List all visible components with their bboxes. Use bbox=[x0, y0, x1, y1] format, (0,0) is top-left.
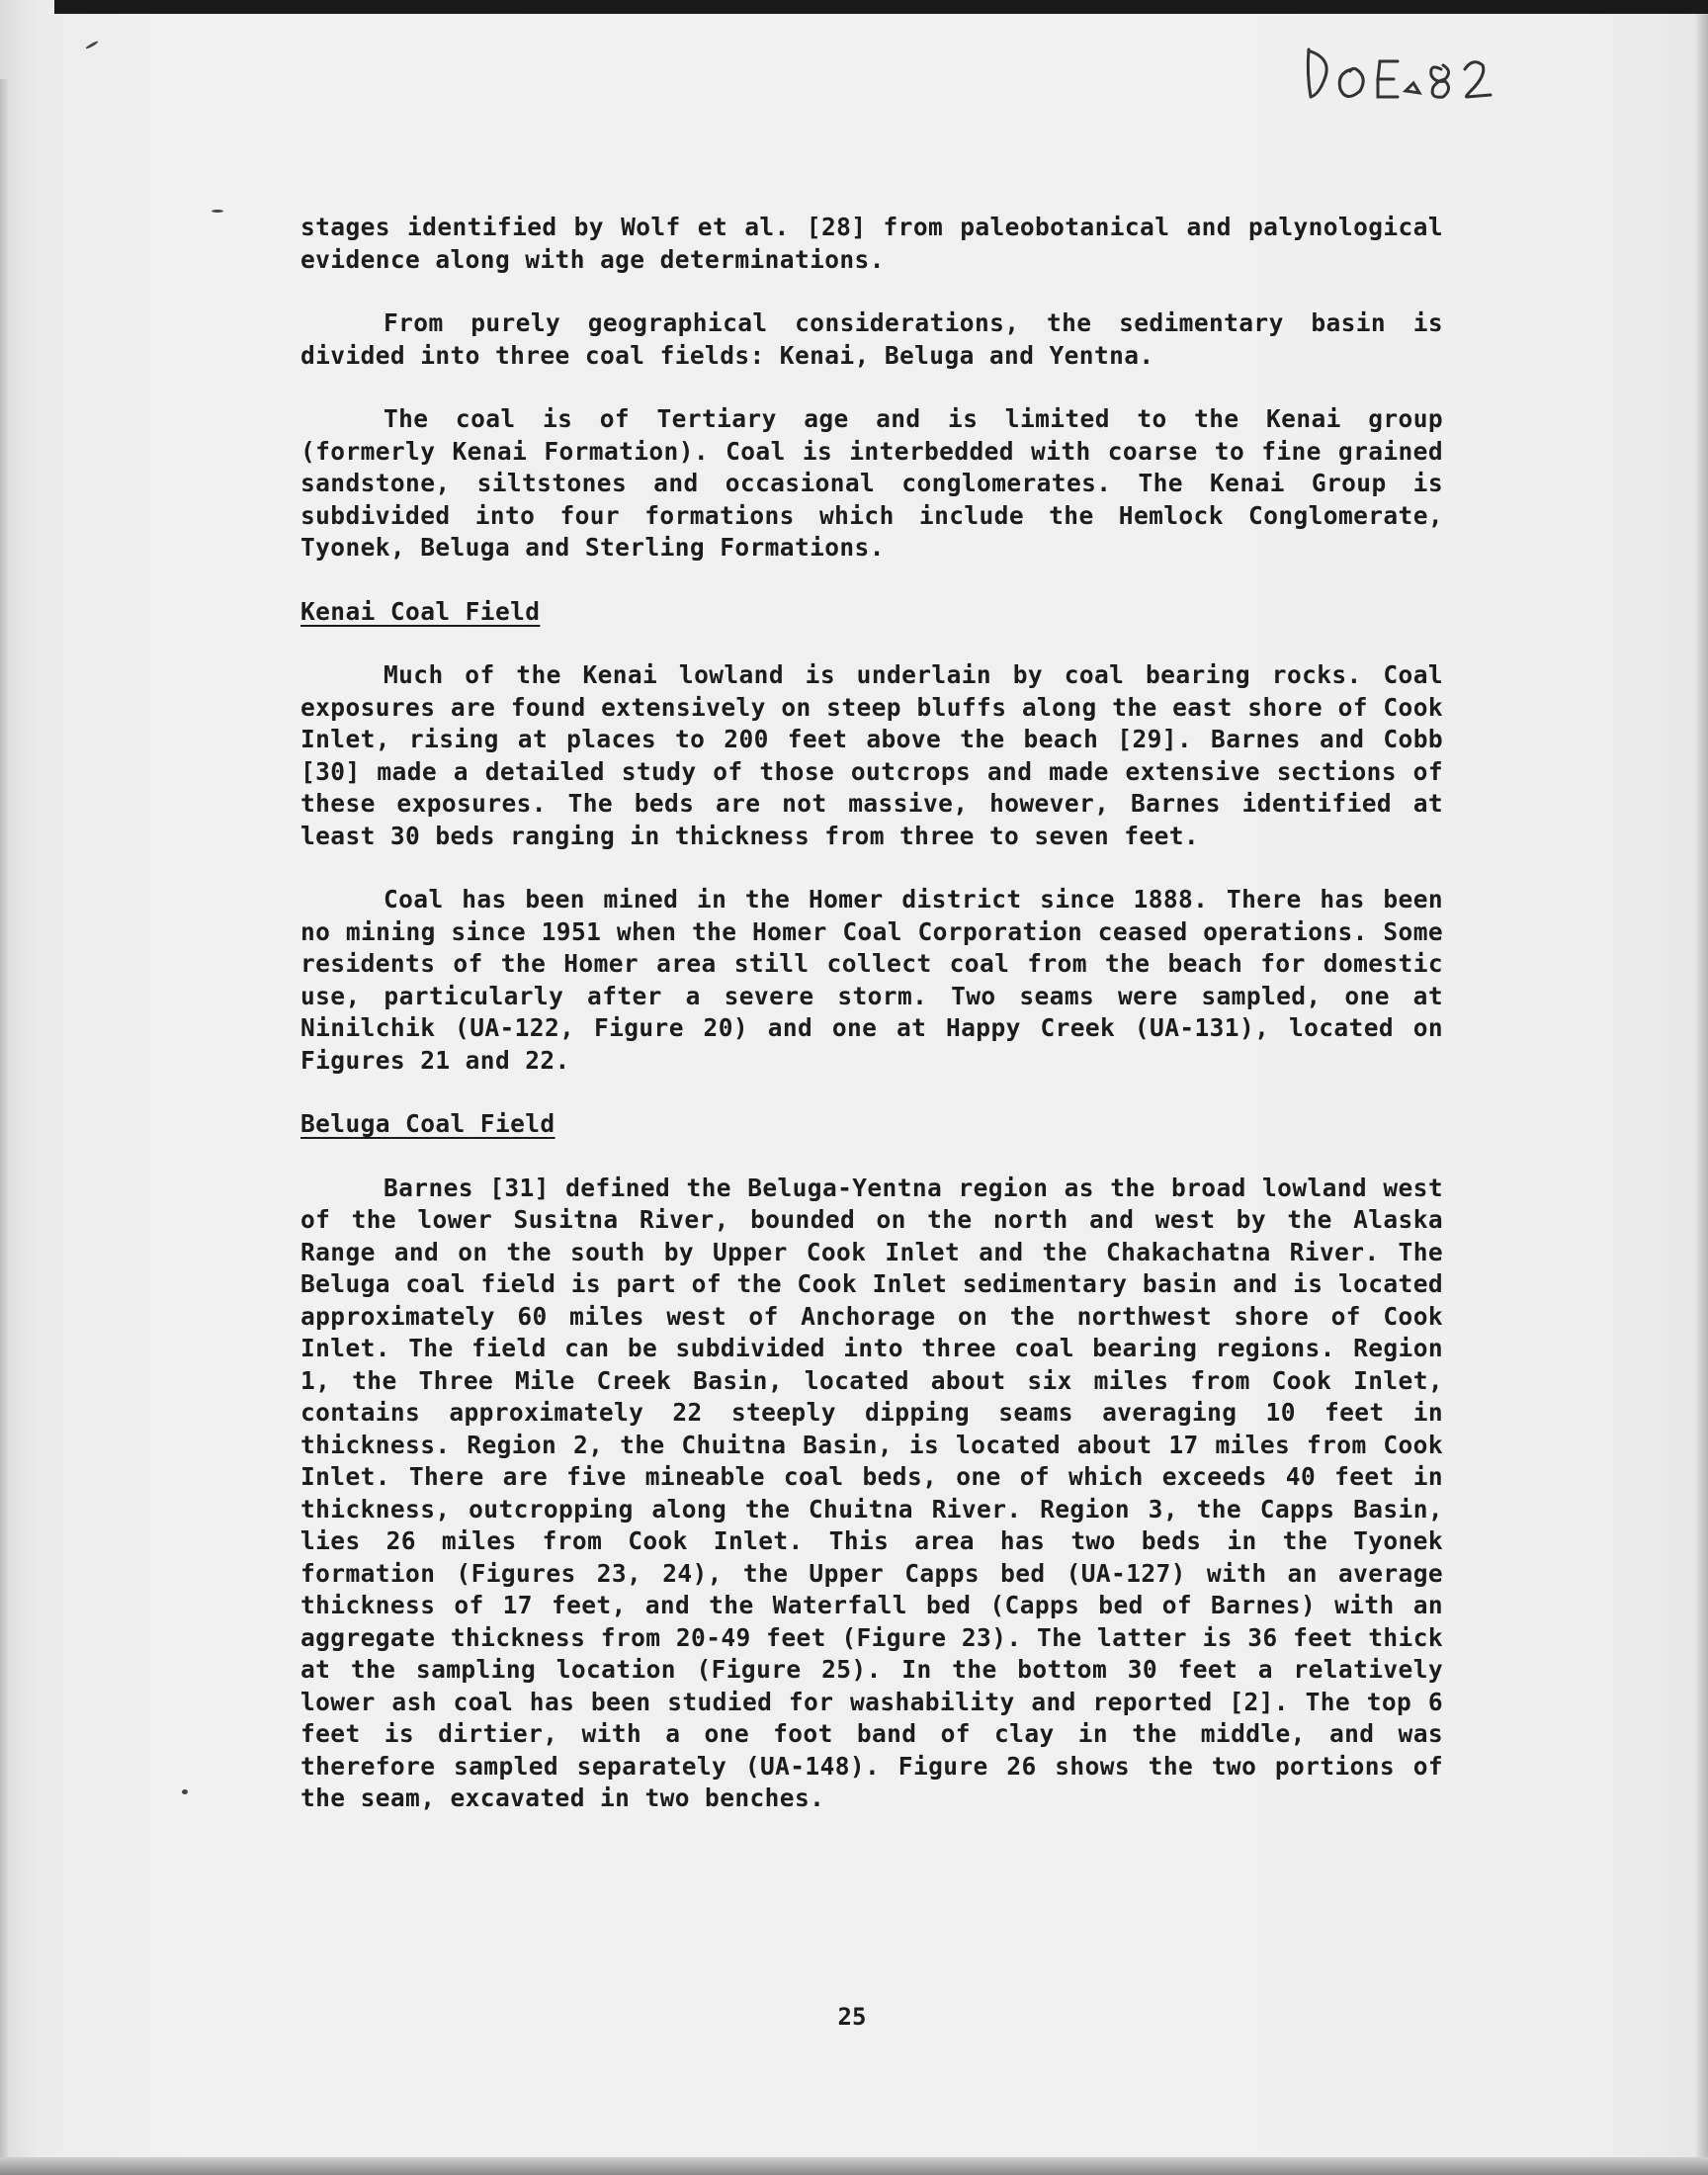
paragraph-homer-district: Coal has been mined in the Homer district since 1888. There has been no mining since 1951 when the Homer Coal Corporation ceased operations. Some residents of the Homer area still collect coal from the beach for domestic use, particularly after a severe storm. Two seams were sampled, one at Ninilchik (UA-122, Figure 20) and one at Happy Creek (UA-131), located on Figures 21 and 22. bbox=[300, 885, 1443, 1075]
heading-beluga-coal-field: Beluga Coal Field bbox=[300, 1109, 555, 1138]
paragraph-continuation: stages identified by Wolf et al. [28] from paleobotanical and palynological evidence along with age determinations. bbox=[300, 213, 1443, 274]
paragraph-coal-fields: From purely geographical considerations, the sedimentary basin is divided into three coal fields: Kenai, Beluga and Yentna. bbox=[300, 308, 1443, 370]
handwritten-stamp-icon bbox=[1303, 40, 1510, 109]
document-body bbox=[300, 212, 1443, 1847]
page-number: 25 bbox=[837, 2003, 867, 2031]
scan-speck bbox=[85, 41, 99, 50]
page-bottom-edge bbox=[0, 2157, 1708, 2175]
paragraph-beluga-yentna: Barnes [31] defined the Beluga-Yentna region as the broad lowland west of the lower Susitna River, bounded on the north and west by the Alaska Range and on the south by Upper Cook Inlet and the Chakachatna River. The Beluga coal field is part of the Cook Inlet sedimentary basin and is located approximately 60 miles west of Anchorage on the northwest shore of Cook Inlet. The field can be subdivided into three coal bearing regions. Region 1, the Three Mile Creek Basin, located about six miles from Cook Inlet, contains approximately 22 steeply dipping seams averaging 10 feet in thickness. Region 2, the Chuitna Basin, is located about 17 miles from Cook Inlet. There are five mineable coal beds, one of which exceeds 40 feet in thickness, outcropping along the Chuitna River. Region 3, the Capps Basin, lies 26 miles from Cook Inlet. This area has two beds in the Tyonek formation (Figures 23, 24), the Upper Capps bed (UA-127) with an average thickness of 17 feet, and the Waterfall bed (Capps bed of Barnes) with an aggregate thickness from 20-49 feet (Figure 23). The latter is 36 feet thick at the sampling location (Figure 25). In the bottom 30 feet a relatively lower ash coal has been studied for washability and reported [2]. The top 6 feet is dirtier, with a one foot band of clay in the middle, and was therefore sampled separately (UA-148). Figure 26 shows the two portions of the seam, excavated in two benches. bbox=[300, 1173, 1443, 1812]
page-top-edge bbox=[54, 0, 1708, 14]
paragraph-tertiary-age: The coal is of Tertiary age and is limited to the Kenai group (formerly Kenai Formation). Coal is interbedded with coarse to fine grained sandstone, siltstones and occasional conglomerates. The Kenai Group is subdivided into four formations which include the Hemlock Conglomerate, Tyonek, Beluga and Sterling Formations. bbox=[300, 404, 1443, 562]
paragraph-kenai-lowland: Much of the Kenai lowland is underlain by coal bearing rocks. Coal exposures are found extensively on steep bluffs along the east shore of Cook Inlet, rising at places to 200 feet above the beach [29]. Barnes and Cobb [30] made a detailed study of those outcrops and made extensive sections of these exposures. The beds are not massive, however, Barnes identified at least 30 beds ranging in thickness from three to seven feet. bbox=[300, 660, 1443, 850]
scan-speck bbox=[212, 210, 223, 213]
heading-kenai-coal-field: Kenai Coal Field bbox=[300, 596, 541, 626]
page-right-shadow bbox=[1696, 14, 1708, 2157]
scan-speck bbox=[182, 1789, 188, 1794]
page-left-edge bbox=[0, 79, 8, 2175]
